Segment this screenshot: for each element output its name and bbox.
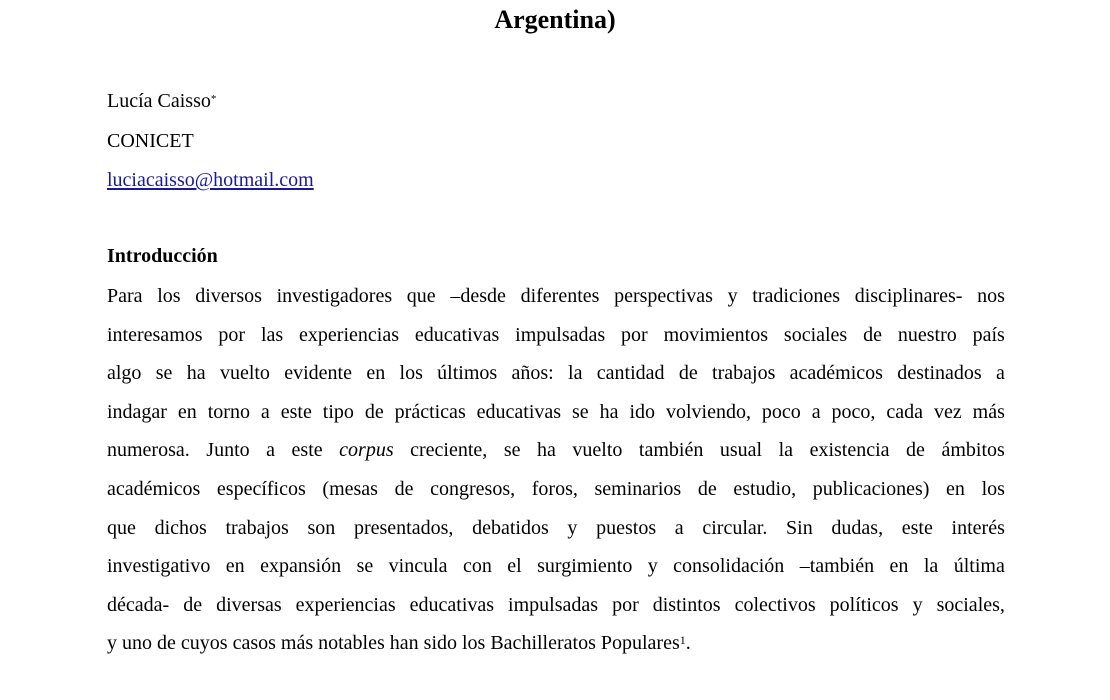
body-word: diversas bbox=[216, 593, 282, 616]
body-word: movimientos bbox=[663, 323, 769, 346]
body-word: y bbox=[727, 285, 738, 307]
body-word: puestos bbox=[596, 516, 657, 539]
body-word: la bbox=[923, 555, 939, 578]
body-word: usual bbox=[719, 439, 763, 462]
body-word: de bbox=[394, 477, 414, 500]
body-word: estudio, bbox=[733, 477, 797, 500]
body-word: y bbox=[912, 593, 923, 616]
body-word: se bbox=[356, 555, 374, 578]
body-word: experiencias bbox=[295, 593, 396, 616]
body-line bbox=[107, 474, 1005, 513]
body-word: ido bbox=[629, 400, 656, 423]
body-line bbox=[107, 397, 1005, 436]
body-word: corpus bbox=[339, 439, 394, 462]
body-line bbox=[107, 551, 1005, 590]
body-word: surgimiento bbox=[537, 555, 633, 578]
body-word: a bbox=[811, 400, 821, 423]
body-word: cantidad bbox=[596, 362, 665, 385]
body-word: específicos bbox=[216, 477, 306, 500]
body-word: los bbox=[462, 632, 486, 655]
body-word: a bbox=[674, 516, 684, 539]
body-word: años: bbox=[511, 362, 554, 385]
body-word: numerosa. bbox=[107, 439, 190, 462]
body-word: interés bbox=[951, 516, 1005, 539]
body-word: educativas bbox=[409, 593, 495, 616]
body-word: vez bbox=[933, 400, 962, 423]
body-word: prácticas bbox=[394, 400, 466, 423]
body-word: los bbox=[157, 285, 181, 307]
body-word: a bbox=[996, 362, 1005, 385]
body-line bbox=[107, 435, 1005, 474]
body-word: se bbox=[572, 400, 589, 423]
body-word: presentados, bbox=[353, 516, 454, 539]
body-word: se bbox=[155, 362, 173, 385]
body-word: investigadores bbox=[276, 285, 393, 307]
body-word: Junto bbox=[206, 439, 250, 462]
body-word: en bbox=[225, 555, 245, 578]
body-word: vuelto bbox=[219, 362, 270, 385]
body-word: los bbox=[399, 362, 423, 385]
body-word: cada bbox=[886, 400, 924, 423]
body-line bbox=[107, 590, 1005, 629]
body-word: poco, bbox=[831, 400, 876, 423]
body-word: la bbox=[778, 439, 794, 462]
author-affiliation: CONICET bbox=[107, 130, 194, 152]
body-word: casos bbox=[232, 632, 276, 655]
body-word: torno bbox=[207, 400, 250, 423]
body-word: por bbox=[218, 323, 246, 346]
body-word: destinados bbox=[897, 362, 982, 385]
body-word: publicaciones) bbox=[812, 477, 930, 500]
body-word: consolidación bbox=[673, 555, 785, 578]
body-word: el bbox=[507, 555, 522, 578]
body-word: en bbox=[889, 555, 909, 578]
body-word: que bbox=[107, 516, 136, 539]
body-word: creciente, bbox=[410, 439, 488, 462]
body-word: ha bbox=[537, 439, 556, 462]
body-word: nuestro bbox=[897, 323, 957, 346]
body-word: a bbox=[260, 400, 270, 423]
body-word: este bbox=[280, 400, 312, 423]
body-word: –también bbox=[799, 555, 875, 578]
section-body bbox=[107, 281, 1005, 667]
body-line bbox=[107, 628, 1005, 667]
body-word: experiencias bbox=[299, 323, 399, 346]
author-email-link[interactable]: luciacaisso@hotmail.com bbox=[107, 169, 314, 191]
body-word: Populares$^1$. bbox=[600, 632, 691, 655]
body-word: de bbox=[906, 439, 925, 462]
body-word: que bbox=[406, 285, 436, 307]
body-word: han bbox=[389, 632, 419, 655]
body-word: colectivos bbox=[734, 593, 816, 616]
body-word: algo bbox=[107, 362, 142, 385]
body-word: son bbox=[307, 516, 336, 539]
body-word: expansión bbox=[260, 555, 342, 578]
body-word: de bbox=[863, 323, 882, 346]
body-word: (mesas bbox=[322, 477, 378, 500]
body-word: existencia bbox=[809, 439, 890, 462]
body-word: tipo bbox=[322, 400, 354, 423]
body-word: en bbox=[177, 400, 197, 423]
body-word: académicos bbox=[107, 477, 201, 500]
author-name bbox=[107, 88, 216, 114]
body-word: tradiciones bbox=[752, 285, 841, 307]
body-word: más bbox=[972, 400, 1005, 423]
body-word: diferentes bbox=[520, 285, 600, 307]
body-word: dichos bbox=[154, 516, 207, 539]
body-word: sociales bbox=[783, 323, 848, 346]
body-word: notables bbox=[318, 632, 385, 655]
body-word: este bbox=[901, 516, 933, 539]
body-word: interesamos bbox=[107, 323, 203, 346]
body-word: impulsadas bbox=[508, 593, 599, 616]
body-word: última bbox=[953, 555, 1005, 578]
author-name-text: Lucía Caisso bbox=[107, 90, 211, 112]
body-word: Bachilleratos bbox=[490, 632, 596, 655]
body-word: este bbox=[291, 439, 323, 462]
body-word: educativas bbox=[414, 323, 500, 346]
body-word: trabajos bbox=[225, 516, 289, 539]
body-word: investigativo bbox=[107, 555, 211, 578]
body-line bbox=[107, 320, 1005, 359]
body-word: de bbox=[364, 400, 384, 423]
body-word: también bbox=[638, 439, 704, 462]
body-word: últimos bbox=[437, 362, 498, 385]
body-word: nos bbox=[977, 285, 1005, 307]
body-word: la bbox=[568, 362, 583, 385]
body-word: distintos bbox=[652, 593, 721, 616]
body-word: por bbox=[612, 593, 639, 616]
body-word: en bbox=[946, 477, 965, 500]
section-heading: Introducción bbox=[107, 245, 218, 267]
body-word: uno bbox=[122, 632, 152, 655]
body-word: debatidos bbox=[472, 516, 549, 539]
body-word: foros, bbox=[531, 477, 578, 500]
body-word: diversos bbox=[195, 285, 262, 307]
body-word: país bbox=[972, 323, 1005, 346]
body-word: se bbox=[503, 439, 521, 462]
body-word: académicos bbox=[789, 362, 883, 385]
body-word: más bbox=[280, 632, 314, 655]
body-word: evidente bbox=[284, 362, 352, 385]
body-word: por bbox=[621, 323, 648, 346]
body-word: congresos, bbox=[430, 477, 516, 500]
body-word: en bbox=[366, 362, 386, 385]
body-word: indagar bbox=[107, 400, 167, 423]
body-line bbox=[107, 358, 1005, 397]
body-word: ámbitos bbox=[941, 439, 1005, 462]
body-word: Para bbox=[107, 285, 143, 307]
body-word: de bbox=[678, 362, 698, 385]
body-word: de bbox=[183, 593, 203, 616]
author-footnote-marker: * bbox=[210, 93, 217, 105]
body-word: vuelto bbox=[572, 439, 623, 462]
body-word: ha bbox=[186, 362, 206, 385]
body-line bbox=[107, 513, 1005, 552]
body-word: cuyos bbox=[180, 632, 228, 655]
body-word: de bbox=[157, 632, 176, 655]
body-line bbox=[107, 281, 1005, 320]
body-word: poco bbox=[761, 400, 801, 423]
body-word: volviendo, bbox=[665, 400, 751, 423]
document-title: Argentina) bbox=[494, 5, 616, 34]
body-word: sido bbox=[423, 632, 457, 655]
body-word: impulsadas bbox=[515, 323, 606, 346]
body-word: dudas, bbox=[831, 516, 884, 539]
body-word: las bbox=[260, 323, 284, 346]
body-word: y bbox=[647, 555, 658, 578]
body-word: seminarios bbox=[594, 477, 682, 500]
body-word: perspectivas bbox=[614, 285, 713, 307]
footnote-marker[interactable]: 1 bbox=[679, 633, 686, 648]
body-word: vincula bbox=[388, 555, 448, 578]
body-word: educativas bbox=[476, 400, 562, 423]
body-word: con bbox=[462, 555, 492, 578]
body-word: y bbox=[567, 516, 578, 539]
body-word: políticos bbox=[829, 593, 899, 616]
body-word: los bbox=[981, 477, 1005, 500]
body-word: circular. bbox=[702, 516, 768, 539]
body-word: sociales, bbox=[936, 593, 1005, 616]
body-word: –desde bbox=[450, 285, 506, 307]
body-word: Sin bbox=[786, 516, 813, 539]
body-word: y bbox=[107, 632, 117, 655]
body-word: trabajos bbox=[712, 362, 776, 385]
body-word: disciplinares- bbox=[854, 285, 963, 307]
body-word: ha bbox=[599, 400, 619, 423]
body-word: década- bbox=[107, 593, 170, 616]
body-word: a bbox=[266, 439, 276, 462]
body-word: de bbox=[697, 477, 717, 500]
